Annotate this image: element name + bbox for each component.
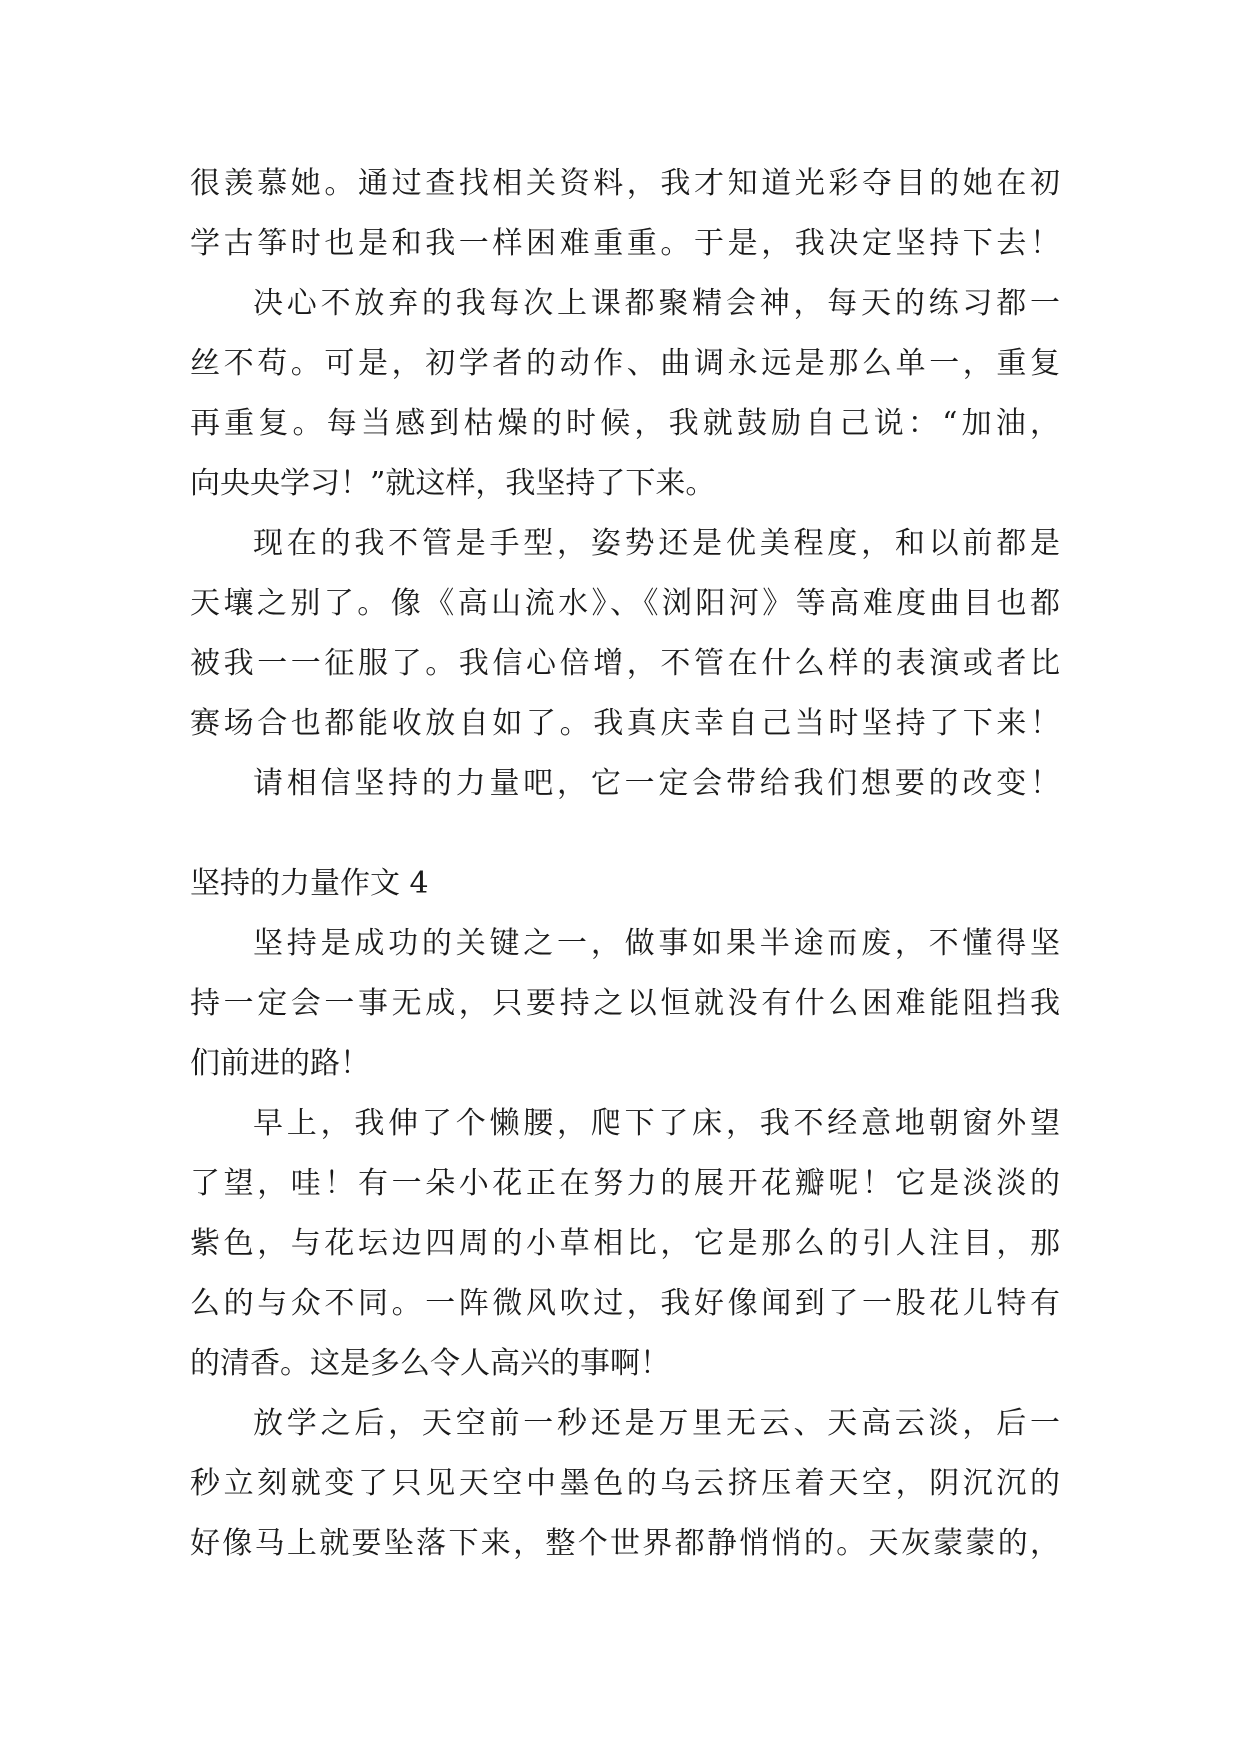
- paragraph-line: 赛场合也都能收放自如了。我真庆幸自己当时坚持了下来！: [190, 706, 1060, 741]
- paragraph-line: 学古筝时也是和我一样困难重重。于是，我决定坚持下去！: [190, 226, 1060, 261]
- paragraph-line: 们前进的路！: [190, 1046, 370, 1081]
- paragraph-line: 坚持是成功的关键之一，做事如果半途而废，不懂得坚: [253, 926, 1060, 961]
- paragraph-line: 好像马上就要坠落下来，整个世界都静悄悄的。天灰蒙蒙的，: [190, 1526, 1060, 1561]
- paragraph-line: 很羡慕她。通过查找相关资料，我才知道光彩夺目的她在初: [190, 166, 1060, 201]
- paragraph-line: 持一定会一事无成，只要持之以恒就没有什么困难能阻挡我: [190, 986, 1060, 1021]
- paragraph-line: 早上，我伸了个懒腰，爬下了床，我不经意地朝窗外望: [253, 1106, 1060, 1141]
- paragraph-line: 的清香。这是多么令人高兴的事啊！: [190, 1346, 670, 1381]
- paragraph-line: 了望，哇！有一朵小花正在努力的展开花瓣呢！它是淡淡的: [190, 1166, 1060, 1201]
- paragraph-line: 决心不放弃的我每次上课都聚精会神，每天的练习都一: [253, 286, 1060, 321]
- paragraph-line: 请相信坚持的力量吧，它一定会带给我们想要的改变！: [253, 766, 1060, 801]
- section-heading: 坚持的力量作文 4: [190, 866, 429, 901]
- paragraph-line: 天壤之别了。像《高山流水》、《浏阳河》等高难度曲目也都: [190, 586, 1060, 621]
- paragraph-line: 现在的我不管是手型，姿势还是优美程度，和以前都是: [253, 526, 1060, 561]
- paragraph-line: 紫色，与花坛边四周的小草相比，它是那么的引人注目，那: [190, 1226, 1060, 1261]
- paragraph-line: 放学之后，天空前一秒还是万里无云、天高云淡，后一: [253, 1406, 1060, 1441]
- paragraph-line: 么的与众不同。一阵微风吹过，我好像闻到了一股花儿特有: [190, 1286, 1060, 1321]
- paragraph-line: 再重复。每当感到枯燥的时候，我就鼓励自己说：“加油，: [190, 406, 1060, 441]
- paragraph-line: 被我一一征服了。我信心倍增，不管在什么样的表演或者比: [190, 646, 1060, 681]
- paragraph-line: 丝不苟。可是，初学者的动作、曲调永远是那么单一，重复: [190, 346, 1060, 381]
- paragraph-line: 秒立刻就变了只见天空中墨色的乌云挤压着天空，阴沉沉的: [190, 1466, 1060, 1501]
- paragraph-line: 向央央学习！”就这样，我坚持了下来。: [190, 466, 716, 501]
